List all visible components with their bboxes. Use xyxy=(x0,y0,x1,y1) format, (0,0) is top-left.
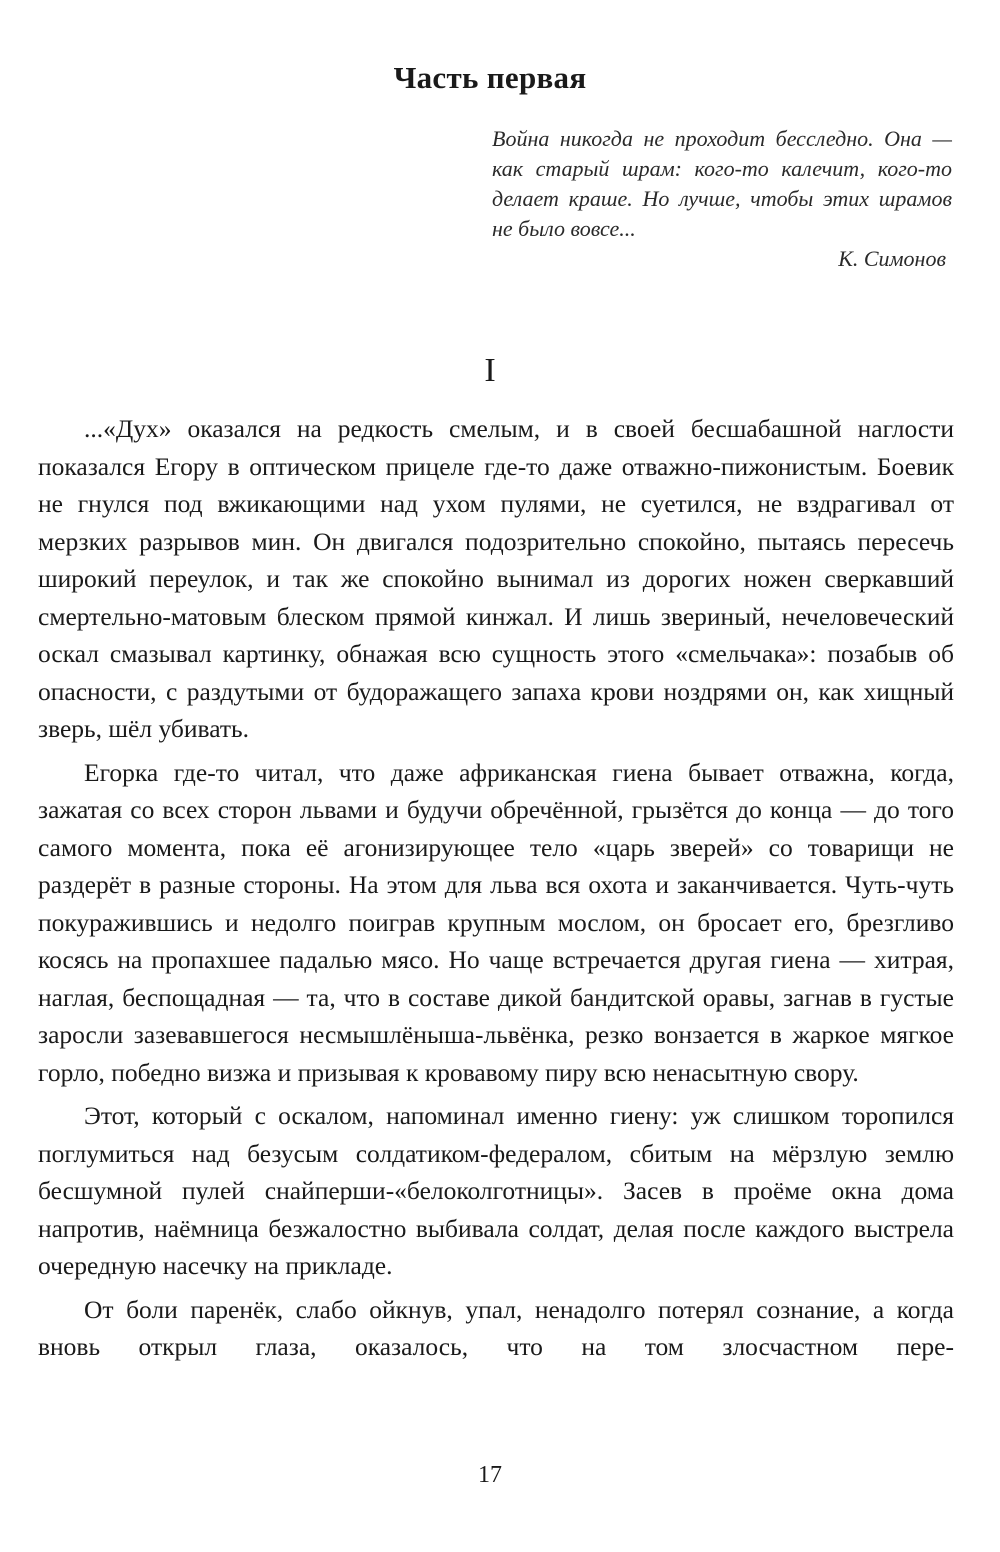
epigraph xyxy=(492,124,952,274)
paragraph-1: ...«Дух» оказался на редкость смелым, и в своей бесшабашной наглости показался Егору в оптическом прицеле где-то даже отважно-пижонистым. Боевик не гнулся под вжикающими над ухом пулями, не суетился, не вздрагивал от мерзких разрывов мин. Он двигался подозрительно спокойно, пытаясь пересечь широкий переулок, и так же спокойно вынимал из дорогих ножен сверкавший смертельно-матовым блеском прямой кинжал. И лишь звериный, нечеловеческий оскал смазывал картинку, обнажая всю сущность этого «смельчака»: позабыв об опасности, с раздутыми от будоражащего запаха крови ноздрями он, как хищный зверь, шёл убивать. xyxy=(38,414,954,743)
paragraph-3: Этот, который с оскалом, напоминал именно гиену: уж слишком торопился поглумиться над безусым солдатиком-федералом, сбитым на мёрзлую землю бесшумной пулей снайперши-«белоколготницы». Засев в проёме окна дома напротив, наёмница безжалостно выбивала солдат, делая после каждого выстрела очередную насечку на прикладе. xyxy=(38,1101,954,1280)
paragraph-4: От боли паренёк, слабо ойкнув, упал, ненадолго потерял сознание, а когда вновь открыл глаза, оказалось, что на том злосчастном пере- xyxy=(38,1294,954,1361)
epigraph-text: Война никогда не проходит бесследно. Она — как старый шрам: кого-то калечит, кого-то делает краше. Но лучше, чтобы этих шрамов не было вовсе... xyxy=(492,126,952,241)
epigraph-author: К. Симонов xyxy=(838,246,946,271)
body-text xyxy=(38,410,954,1372)
chapter-number: I xyxy=(484,352,496,389)
page-number: 17 xyxy=(478,1462,502,1488)
part-title: Часть первая xyxy=(393,60,587,95)
paragraph-2: Егорка где-то читал, что даже африканская гиена бывает отважна, когда, зажатая со всех сторон львами и будучи обречённой, грызётся до конца — до того самого момента, пока её агонизирующее тело «царь зверей» со товарищи не раздерёт в разные стороны. На этом для льва вся охота и заканчивается. Чуть-чуть покуражившись и недолго поиграв крупным мослом, он бросает его, брезгливо косясь на пропахшее падалью мясо. Но чаще встречается другая гиена — хитрая, наглая, беспощадная — та, что в составе дикой бандитской оравы, загнав в густые заросли зазевавшегося несмышлёныша-львёнка, резко вонзается в жаркое мягкое горло, победно визжа и призывая к кровавому пиру всю ненасытную свору. xyxy=(38,757,954,1087)
